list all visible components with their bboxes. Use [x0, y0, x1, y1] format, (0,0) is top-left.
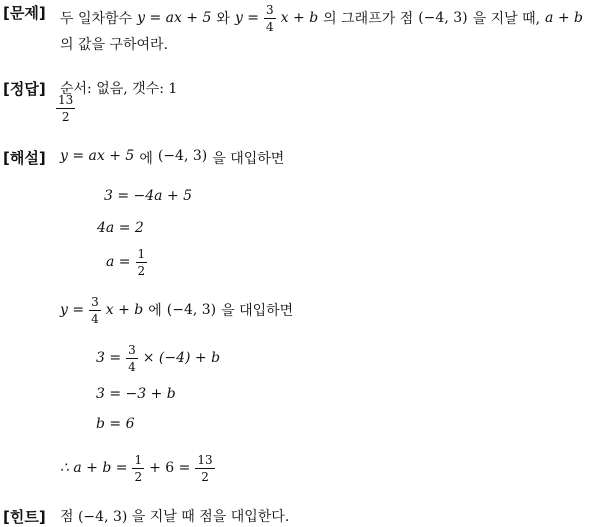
problem-text-1: 두 일차함수	[60, 11, 133, 27]
e3-fraction	[136, 248, 148, 277]
problem-line-1	[60, 0, 583, 36]
conclusion-middle: + 6 =	[149, 460, 191, 476]
step2-text-2: 을 대입하면	[221, 303, 294, 319]
solution-label: [해설]	[3, 149, 46, 167]
problem-line-2: 의 값을 구하여라.	[60, 37, 169, 53]
equation-f1	[96, 340, 220, 376]
c-numerator-1: 1	[134, 452, 143, 467]
fraction-numerator: 3	[266, 2, 274, 17]
problem-point: (−4, 3)	[418, 10, 468, 26]
step2-point: (−4, 3)	[166, 302, 217, 318]
step2-denominator: 4	[91, 311, 99, 326]
step1-text-1: 에	[139, 151, 153, 167]
f1-fraction	[126, 344, 138, 373]
conclusion	[60, 450, 215, 486]
step2-prefix: y =	[60, 302, 85, 318]
f1-suffix: × (−4) + b	[142, 350, 221, 366]
solution-step-2	[60, 292, 293, 328]
problem-eq2-prefix: y =	[234, 10, 260, 26]
f1-numerator: 3	[128, 342, 136, 357]
step1-equation: y = ax + 5	[60, 148, 135, 164]
problem-equation-1: y = ax + 5	[137, 10, 212, 26]
step1-text-2: 을 대입하면	[212, 151, 285, 167]
hint-text: 점 (−4, 3) 을 지날 때 점을 대입한다.	[60, 509, 290, 525]
answer-meta: 순서: 없음, 갯수: 1	[60, 81, 178, 97]
equation-e2: 4a = 2	[97, 220, 144, 236]
equation-f3: b = 6	[96, 416, 135, 432]
conclusion-fraction-1	[132, 454, 144, 483]
conclusion-prefix: ∴ a + b =	[60, 460, 128, 476]
e3-denominator: 2	[137, 263, 146, 278]
c-numerator-2: 13	[197, 452, 213, 467]
c-denominator-1: 2	[134, 469, 143, 484]
step2-numerator: 3	[91, 294, 99, 309]
problem-eq2-fraction	[264, 4, 276, 33]
answer-denominator: 2	[61, 110, 70, 124]
answer-numerator: 13	[58, 93, 74, 107]
solution-step-1	[60, 148, 284, 168]
c-denominator-2: 2	[201, 469, 209, 484]
problem-sum: a + b	[545, 10, 583, 26]
answer-fraction	[56, 94, 75, 123]
conclusion-fraction-2	[195, 454, 214, 483]
fraction-denominator: 4	[266, 19, 274, 34]
equation-f2: 3 = −3 + b	[96, 386, 176, 402]
equation-e3	[106, 244, 147, 280]
problem-text-4: 을 지날 때,	[472, 11, 541, 27]
hint-label: [힌트]	[3, 508, 46, 526]
step1-point: (−4, 3)	[157, 148, 208, 164]
problem-label: [문제]	[3, 4, 46, 22]
step2-text-1: 에	[148, 303, 162, 319]
equation-e1: 3 = −4a + 5	[104, 188, 193, 204]
problem-eq2-suffix: x + b	[280, 10, 319, 26]
problem-text-2: 와	[216, 11, 230, 27]
e3-numerator: 1	[137, 246, 146, 261]
step2-fraction	[89, 296, 101, 325]
step2-suffix: x + b	[105, 302, 144, 318]
f1-denominator: 4	[128, 359, 136, 374]
problem-text-3: 의 그래프가 점	[323, 11, 414, 27]
answer-label: [정답]	[3, 80, 46, 98]
e3-prefix: a =	[106, 254, 131, 270]
f1-prefix: 3 =	[96, 350, 122, 366]
